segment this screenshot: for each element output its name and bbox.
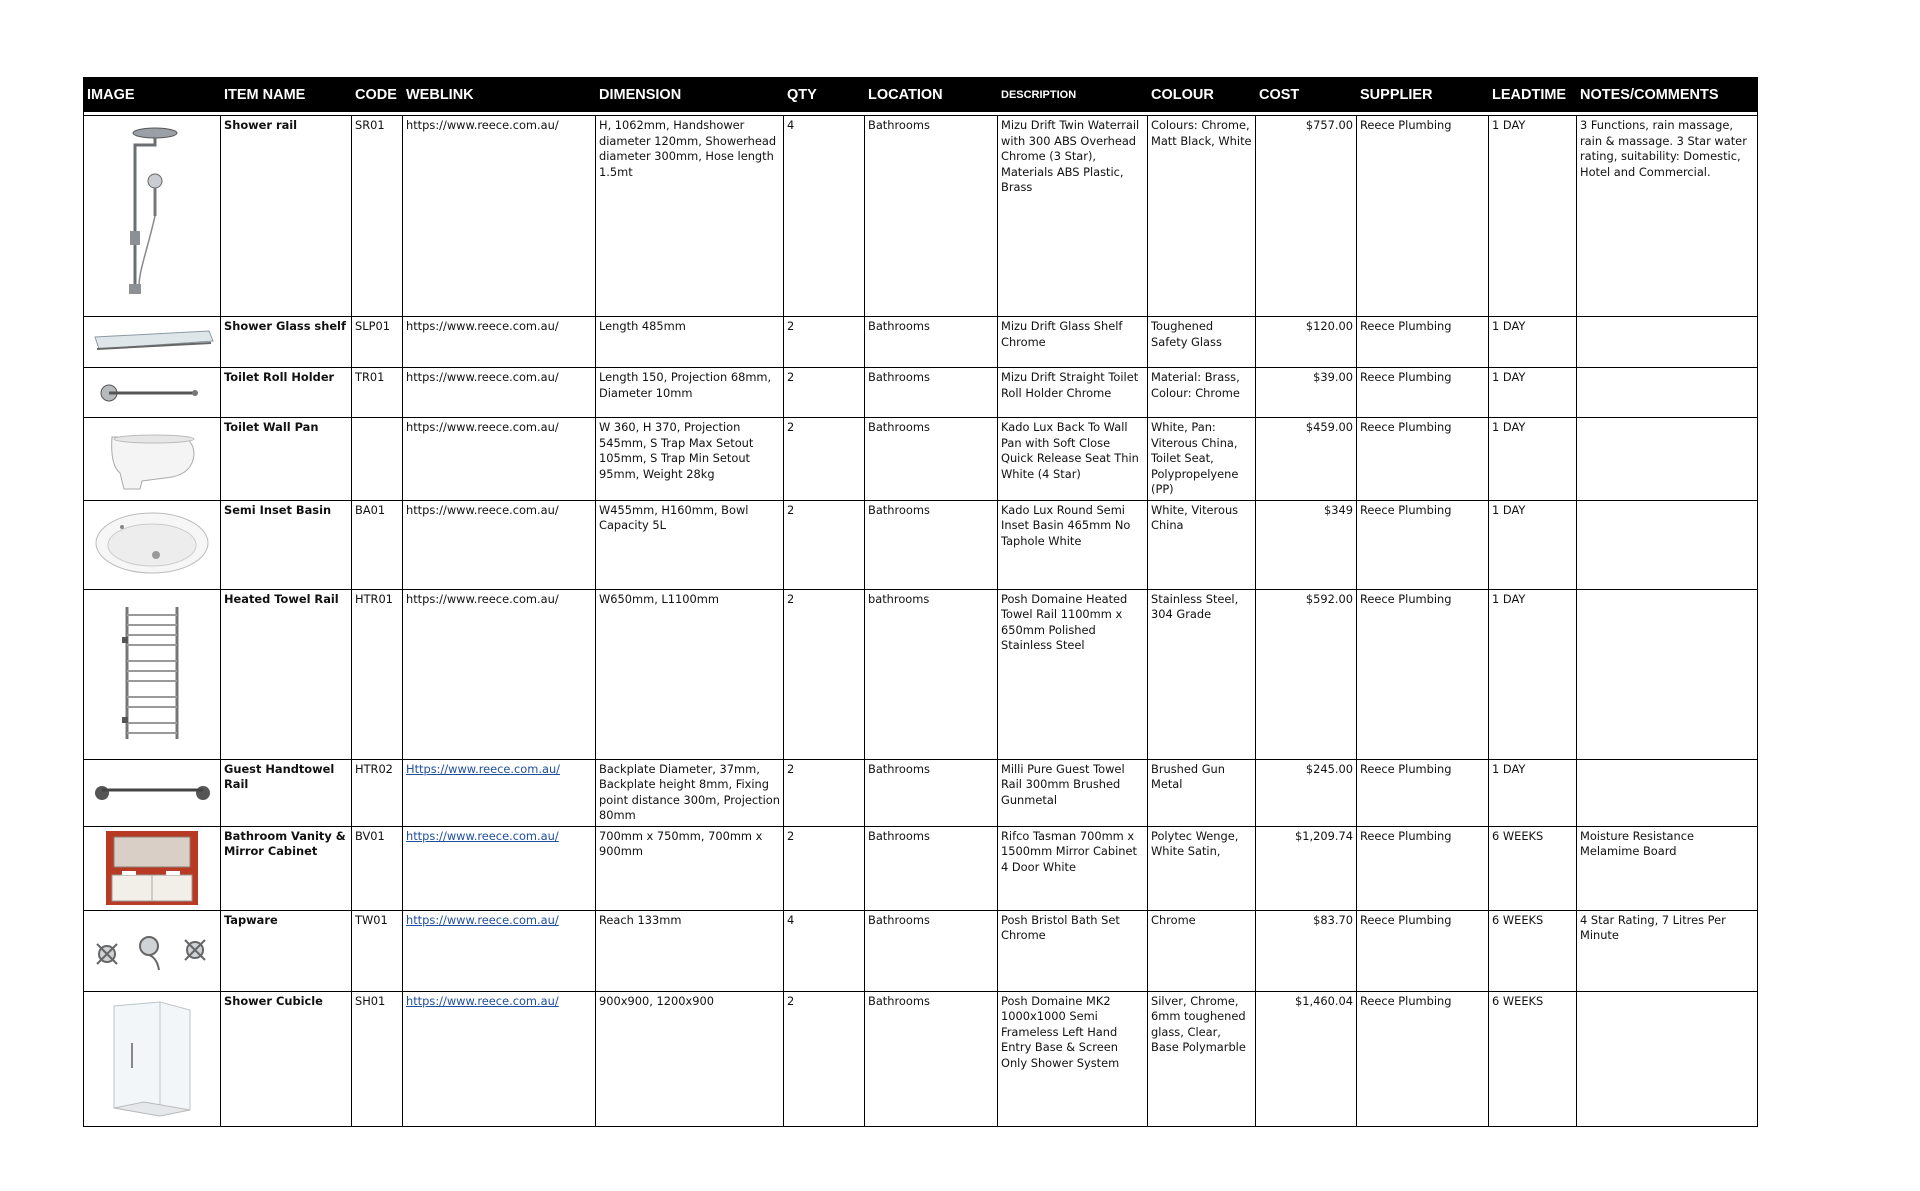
header-row: [84, 78, 1758, 112]
cell-location: Bathrooms: [865, 116, 998, 317]
table-row: [84, 418, 1758, 501]
cell-notes: [1577, 368, 1758, 418]
table-row: [84, 116, 1758, 317]
cell-colour: Brushed Gun Metal: [1148, 759, 1256, 826]
cell-notes: 3 Functions, rain massage, rain & massage. 3 Star water rating, suitability: Domestic, Hotel and Commercial.: [1577, 116, 1758, 317]
cell-leadtime: 1 DAY: [1489, 418, 1577, 501]
cell-code: BA01: [352, 500, 403, 589]
cell-description: Kado Lux Round Semi Inset Basin 465mm No Taphole White: [998, 500, 1148, 589]
schedule-table: [83, 77, 1758, 1127]
cell-location: Bathrooms: [865, 418, 998, 501]
toilet-wall-pan-image: [84, 418, 221, 501]
col-header-item-name: ITEM NAME: [221, 78, 352, 112]
cell-location: Bathrooms: [865, 991, 998, 1126]
cell-weblink: [403, 759, 596, 826]
cell-cost: $757.00: [1256, 116, 1357, 317]
cell-code: HTR02: [352, 759, 403, 826]
col-header-supplier: SUPPLIER: [1357, 78, 1489, 112]
cell-colour: Colours: Chrome, Matt Black, White: [1148, 116, 1256, 317]
table-row: [84, 910, 1758, 991]
cell-colour: Stainless Steel, 304 Grade: [1148, 589, 1256, 759]
col-header-code: CODE: [352, 78, 403, 112]
cell-location: Bathrooms: [865, 910, 998, 991]
cell-location: Bathrooms: [865, 317, 998, 368]
col-header-leadtime: LEADTIME: [1489, 78, 1577, 112]
cell-qty: 2: [784, 826, 865, 910]
cell-qty: 2: [784, 589, 865, 759]
cell-location: Bathrooms: [865, 368, 998, 418]
cell-weblink: https://www.reece.com.au/: [403, 368, 596, 418]
col-header-qty: QTY: [784, 78, 865, 112]
cell-notes: Moisture Resistance Melamime Board: [1577, 826, 1758, 910]
col-header-image: IMAGE: [84, 78, 221, 112]
cell-notes: [1577, 317, 1758, 368]
heated-towel-rail-image: [84, 589, 221, 759]
cell-qty: 2: [784, 368, 865, 418]
cell-cost: $349: [1256, 500, 1357, 589]
cell-dimension: H, 1062mm, Handshower diameter 120mm, Showerhead diameter 300mm, Hose length 1.5mt: [596, 116, 784, 317]
cell-cost: $592.00: [1256, 589, 1357, 759]
shower-cubicle-image: [84, 991, 221, 1126]
cell-name: Tapware: [221, 910, 352, 991]
cell-dimension: W650mm, L1100mm: [596, 589, 784, 759]
cell-location: Bathrooms: [865, 500, 998, 589]
col-header-dimension: DIMENSION: [596, 78, 784, 112]
cell-weblink: [403, 910, 596, 991]
toilet-roll-holder-image: [84, 368, 221, 418]
cell-notes: [1577, 759, 1758, 826]
cell-cost: $1,460.04: [1256, 991, 1357, 1126]
col-header-notes: NOTES/COMMENTS: [1577, 78, 1758, 112]
cell-leadtime: 6 WEEKS: [1489, 910, 1577, 991]
cell-qty: 2: [784, 500, 865, 589]
cell-weblink: https://www.reece.com.au/: [403, 500, 596, 589]
cell-code: TW01: [352, 910, 403, 991]
cell-leadtime: 1 DAY: [1489, 759, 1577, 826]
cell-qty: 2: [784, 991, 865, 1126]
cell-leadtime: 6 WEEKS: [1489, 991, 1577, 1126]
cell-cost: $1,209.74: [1256, 826, 1357, 910]
cell-weblink: [403, 991, 596, 1126]
cell-supplier: Reece Plumbing: [1357, 910, 1489, 991]
cell-supplier: Reece Plumbing: [1357, 116, 1489, 317]
cell-weblink: [403, 826, 596, 910]
cell-code: SLP01: [352, 317, 403, 368]
cell-weblink: https://www.reece.com.au/: [403, 116, 596, 317]
cell-notes: [1577, 991, 1758, 1126]
cell-name: Semi Inset Basin: [221, 500, 352, 589]
product-schedule: [83, 77, 1757, 1127]
table-row: [84, 589, 1758, 759]
col-header-weblink: WEBLINK: [403, 78, 596, 112]
cell-dimension: W455mm, H160mm, Bowl Capacity 5L: [596, 500, 784, 589]
cell-name: Toilet Wall Pan: [221, 418, 352, 501]
cell-colour: Chrome: [1148, 910, 1256, 991]
cell-notes: [1577, 589, 1758, 759]
cell-weblink: https://www.reece.com.au/: [403, 589, 596, 759]
cell-colour: Material: Brass, Colour: Chrome: [1148, 368, 1256, 418]
cell-supplier: Reece Plumbing: [1357, 317, 1489, 368]
table-row: [84, 826, 1758, 910]
cell-dimension: W 360, H 370, Projection 545mm, S Trap Max Setout 105mm, S Trap Min Setout 95mm, Weight 28kg: [596, 418, 784, 501]
cell-colour: Silver, Chrome, 6mm toughened glass, Clear, Base Polymarble: [1148, 991, 1256, 1126]
cell-description: Mizu Drift Twin Waterrail with 300 ABS Overhead Chrome (3 Star), Materials ABS Plastic, Brass: [998, 116, 1148, 317]
cell-qty: 2: [784, 418, 865, 501]
cell-code: BV01: [352, 826, 403, 910]
cell-leadtime: 1 DAY: [1489, 368, 1577, 418]
col-header-location: LOCATION: [865, 78, 998, 112]
shower-rail-image: [84, 116, 221, 317]
col-header-cost: COST: [1256, 78, 1357, 112]
cell-location: Bathrooms: [865, 826, 998, 910]
cell-code: HTR01: [352, 589, 403, 759]
cell-colour: Polytec Wenge, White Satin,: [1148, 826, 1256, 910]
cell-dimension: Backplate Diameter, 37mm, Backplate height 8mm, Fixing point distance 300m, Projection 80mm: [596, 759, 784, 826]
table-row: [84, 368, 1758, 418]
cell-name: Bathroom Vanity & Mirror Cabinet: [221, 826, 352, 910]
table-row: [84, 500, 1758, 589]
cell-supplier: Reece Plumbing: [1357, 418, 1489, 501]
cell-location: Bathrooms: [865, 759, 998, 826]
cell-name: Toilet Roll Holder: [221, 368, 352, 418]
table-row: [84, 317, 1758, 368]
cell-cost: $83.70: [1256, 910, 1357, 991]
cell-dimension: 900x900, 1200x900: [596, 991, 784, 1126]
cell-name: Shower rail: [221, 116, 352, 317]
cell-code: [352, 418, 403, 501]
cell-cost: $245.00: [1256, 759, 1357, 826]
cell-name: Heated Towel Rail: [221, 589, 352, 759]
cell-leadtime: 1 DAY: [1489, 317, 1577, 368]
cell-description: Posh Domaine MK2 1000x1000 Semi Frameless Left Hand Entry Base & Screen Only Shower System: [998, 991, 1148, 1126]
cell-qty: 4: [784, 116, 865, 317]
weblink-link[interactable]: https://www.reece.com.au/: [406, 993, 559, 1008]
cell-supplier: Reece Plumbing: [1357, 826, 1489, 910]
cell-leadtime: 6 WEEKS: [1489, 826, 1577, 910]
cell-cost: $459.00: [1256, 418, 1357, 501]
cell-supplier: Reece Plumbing: [1357, 991, 1489, 1126]
weblink-link[interactable]: https://www.reece.com.au/: [406, 828, 559, 843]
cell-weblink: https://www.reece.com.au/: [403, 418, 596, 501]
basin-image: [84, 500, 221, 589]
col-header-description: DESCRIPTION: [998, 78, 1148, 112]
cell-supplier: Reece Plumbing: [1357, 759, 1489, 826]
table-row: [84, 759, 1758, 826]
glass-shelf-image: [84, 317, 221, 368]
vanity-image: [84, 826, 221, 910]
cell-leadtime: 1 DAY: [1489, 589, 1577, 759]
cell-qty: 2: [784, 317, 865, 368]
cell-description: Mizu Drift Glass Shelf Chrome: [998, 317, 1148, 368]
cell-dimension: Length 150, Projection 68mm, Diameter 10mm: [596, 368, 784, 418]
cell-cost: $39.00: [1256, 368, 1357, 418]
cell-leadtime: 1 DAY: [1489, 116, 1577, 317]
cell-supplier: Reece Plumbing: [1357, 368, 1489, 418]
cell-dimension: Length 485mm: [596, 317, 784, 368]
cell-notes: [1577, 500, 1758, 589]
col-header-colour: COLOUR: [1148, 78, 1256, 112]
cell-code: SR01: [352, 116, 403, 317]
cell-location: bathrooms: [865, 589, 998, 759]
cell-dimension: 700mm x 750mm, 700mm x 900mm: [596, 826, 784, 910]
cell-leadtime: 1 DAY: [1489, 500, 1577, 589]
cell-cost: $120.00: [1256, 317, 1357, 368]
cell-code: TR01: [352, 368, 403, 418]
cell-dimension: Reach 133mm: [596, 910, 784, 991]
tapware-image: [84, 910, 221, 991]
weblink-link[interactable]: https://www.reece.com.au/: [406, 912, 559, 927]
cell-weblink: https://www.reece.com.au/: [403, 317, 596, 368]
cell-colour: White, Viterous China: [1148, 500, 1256, 589]
cell-name: Shower Glass shelf: [221, 317, 352, 368]
cell-description: Mizu Drift Straight Toilet Roll Holder Chrome: [998, 368, 1148, 418]
cell-code: SH01: [352, 991, 403, 1126]
cell-description: Milli Pure Guest Towel Rail 300mm Brushed Gunmetal: [998, 759, 1148, 826]
handtowel-rail-image: [84, 759, 221, 826]
cell-description: Kado Lux Back To Wall Pan with Soft Close Quick Release Seat Thin White (4 Star): [998, 418, 1148, 501]
cell-supplier: Reece Plumbing: [1357, 500, 1489, 589]
cell-supplier: Reece Plumbing: [1357, 589, 1489, 759]
cell-name: Guest Handtowel Rail: [221, 759, 352, 826]
cell-description: Posh Bristol Bath Set Chrome: [998, 910, 1148, 991]
cell-qty: 2: [784, 759, 865, 826]
cell-qty: 4: [784, 910, 865, 991]
weblink-link[interactable]: Https://www.reece.com.au/: [406, 761, 561, 776]
cell-description: Posh Domaine Heated Towel Rail 1100mm x 650mm Polished Stainless Steel: [998, 589, 1148, 759]
cell-colour: Toughened Safety Glass: [1148, 317, 1256, 368]
cell-notes: 4 Star Rating, 7 Litres Per Minute: [1577, 910, 1758, 991]
cell-colour: White, Pan: Viterous China, Toilet Seat, Polypropelyene (PP): [1148, 418, 1256, 501]
cell-notes: [1577, 418, 1758, 501]
cell-description: Rifco Tasman 700mm x 1500mm Mirror Cabinet 4 Door White: [998, 826, 1148, 910]
cell-name: Shower Cubicle: [221, 991, 352, 1126]
table-row: [84, 991, 1758, 1126]
